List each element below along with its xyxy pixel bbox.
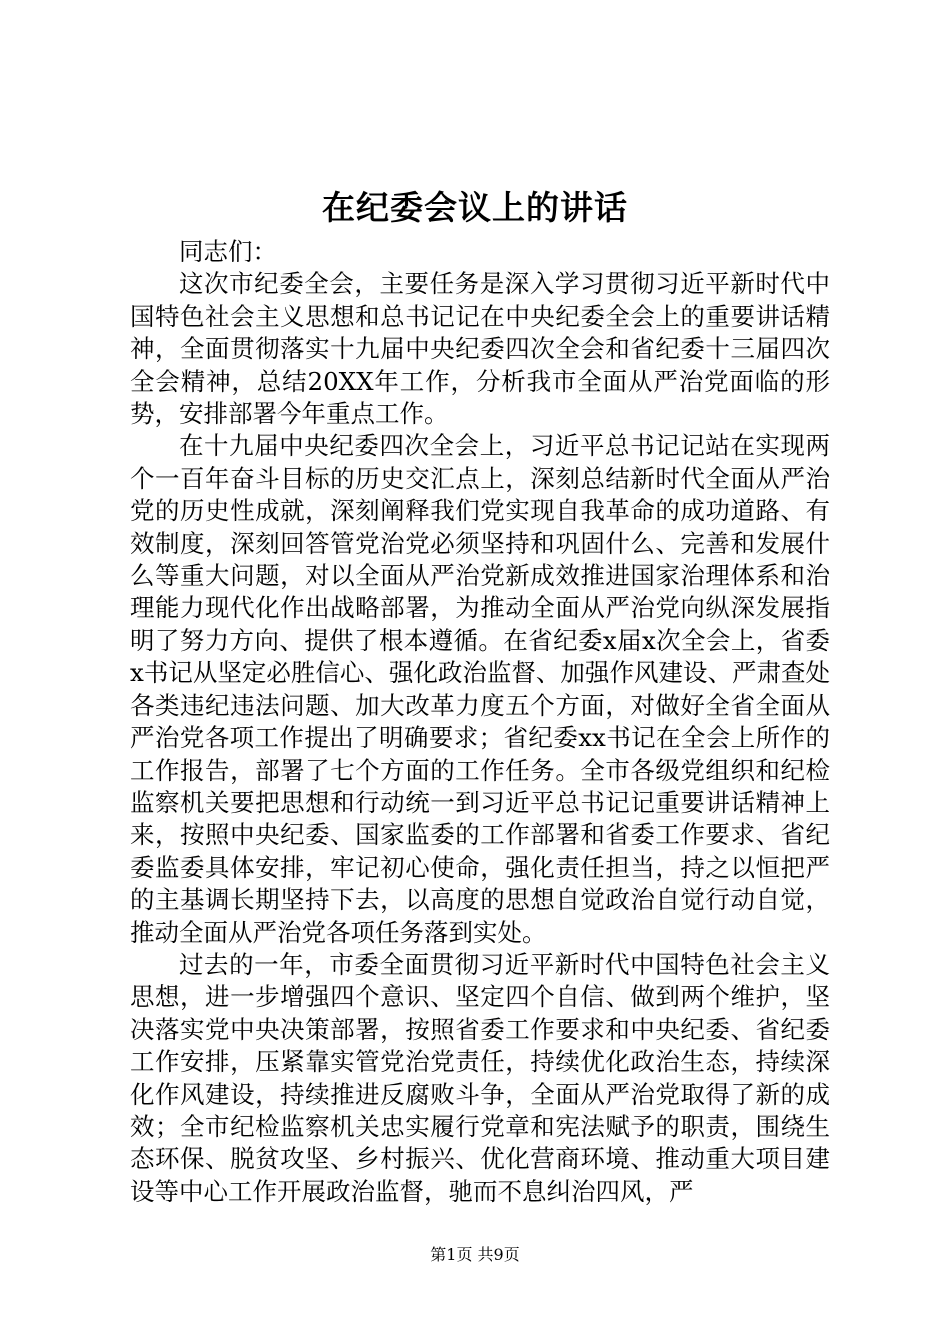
paragraph-1: 这次市纪委全会，主要任务是深入学习贯彻习近平新时代中国特色社会主义思想和总书记记在中央纪委全会上的重要讲话精神，全面贯彻落实十九届中央纪委四次全会和省纪委十三届四次全会精神，总结20XX年工作，分析我市全面从严治党面临的形势，安排部署今年重点工作。 [130,269,830,429]
document-title: 在纪委会议上的讲话 [322,188,628,227]
paragraph-2: 在十九届中央纪委四次全会上，习近平总书记记站在实现两个一百年奋斗目标的历史交汇点上，深刻总结新时代全面从严治党的历史性成就，深刻阐释我们党实现自我革命的成功道路、有效制度，深刻回答管党治党必须坚持和巩固什么、完善和发展什么等重大问题，对以全面从严治党新成效推进国家治理体系和治理能力现代化作出战略部署，为推动全面从严治党向纵深发展指明了努力方向、提供了根本遵循。在省纪委x届x次全会上，省委x书记从坚定必胜信心、强化政治监督、加强作风建设、严肃查处各类违纪违法问题、加大改革力度五个方面，对做好全省全面从严治党各项工作提出了明确要求；省纪委xx书记在全会上所作的工作报告，部署了七个方面的工作任务。全市各级党组织和纪检监察机关要把思想和行动统一到习近平总书记记重要讲话精神上来，按照中央纪委、国家监委的工作部署和省委工作要求、省纪委监委具体安排，牢记初心使命，强化责任担当，持之以恒把严的主基调长期坚持下去，以高度的思想自觉政治自觉行动自觉，推动全面从严治党各项任务落到实处。 [130,431,830,947]
salutation: 同志们： [179,237,277,266]
page-footer: 第1页 共9页 [430,1245,520,1264]
paragraph-3: 过去的一年，市委全面贯彻习近平新时代中国特色社会主义思想，进一步增强四个意识、坚定四个自信、做到两个维护，坚决落实党中央决策部署，按照省委工作要求和中央纪委、省纪委工作安排，压紧靠实管党治党责任，持续优化政治生态，持续深化作风建设，持续推进反腐败斗争，全面从严治党取得了新的成效；全市纪检监察机关忠实履行党章和宪法赋予的职责，围绕生态环保、脱贫攻坚、乡村振兴、优化营商环境、推动重大项目建设等中心工作开展政治监督，驰而不息纠治四风，严 [130,949,830,1206]
document-body [130,236,830,1208]
